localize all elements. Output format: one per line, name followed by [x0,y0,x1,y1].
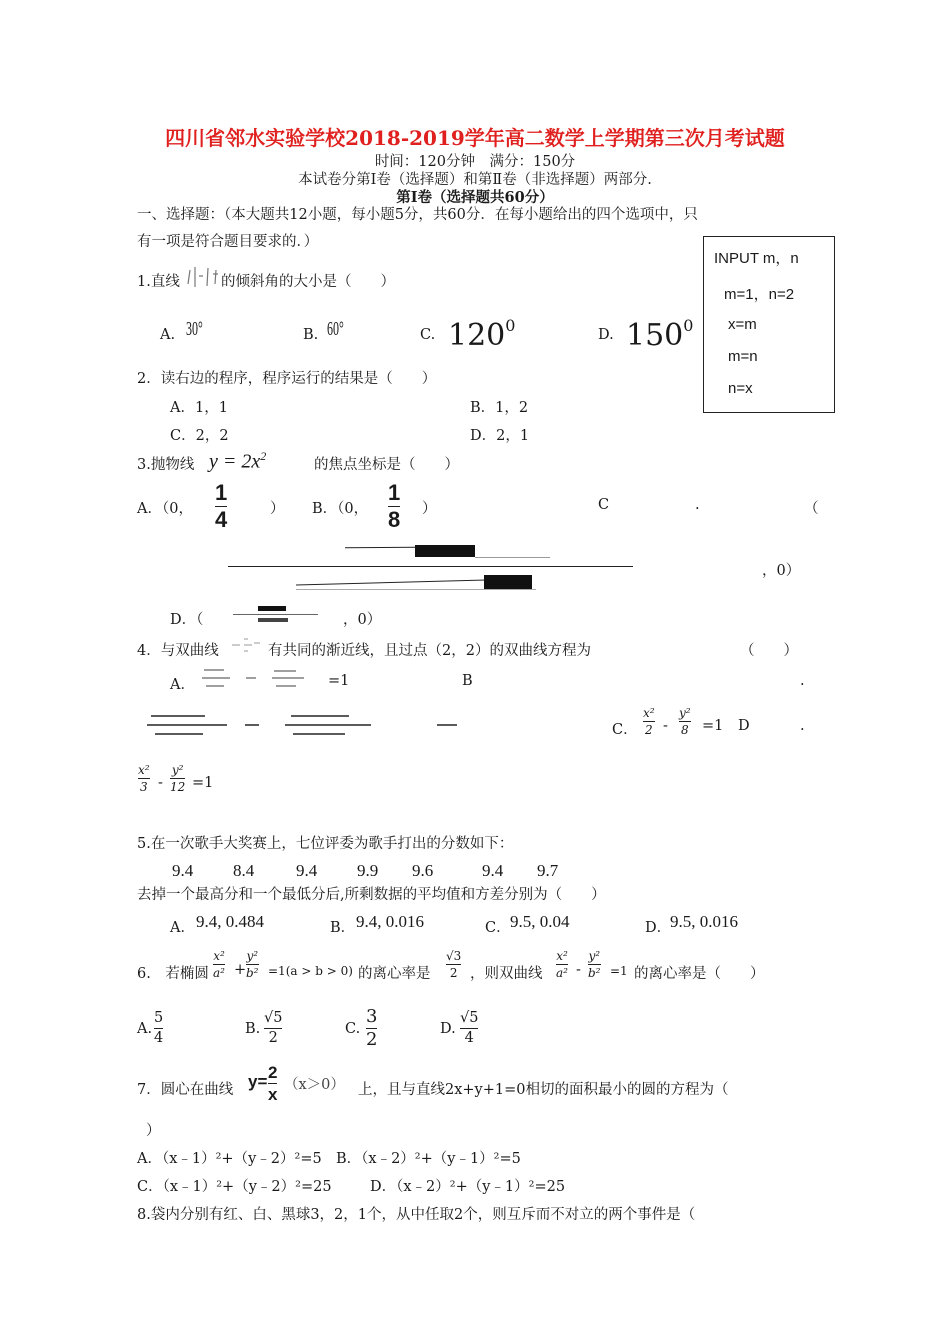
q7-option-b: B．（x﹣2）²+（y﹣1）²=5 [336,1151,521,1167]
q4-hyperbola-image [230,635,264,657]
q3-c-graphic-line-2 [475,557,550,558]
q4-option-c-n2: y² [679,706,691,720]
q4-stem-a: 4．与双曲线 [137,643,219,659]
q5-score-1: 9.4 [172,861,194,880]
q5-stem: 5.在一次歌手大奖赛上，七位评委为歌手打出的分数如下： [137,836,514,852]
q7-curve-den: x [268,1085,278,1104]
q5-option-b-label: B． [330,920,356,936]
q4-option-a-eq: =1 [328,673,350,689]
q5-option-a-label: A． [170,920,195,936]
program-line-4: m=n [728,348,758,365]
q7-curve-frac [268,1064,277,1103]
q6-ecc-frac [446,950,461,979]
q3-c-graphic-blot-1 [415,545,475,557]
q4-option-a-image [198,666,338,692]
exam-title: 四川省邻水实验学校2018-2019学年高二数学上学期第三次月考试题 [165,126,785,150]
q3-option-b-label: B．（0， [312,501,369,517]
q6-option-a-frac [154,1011,163,1045]
q4-option-c-bar-2 [679,721,691,722]
q6-option-d-frac [460,1011,478,1045]
q1-option-c-value [448,316,515,353]
q4-option-b-label: B [462,673,473,689]
q4-option-d-frac-2 [170,764,185,793]
q1-option-a-value: 30° [186,318,203,340]
q4-stem-b: 有共同的渐近线，且过点（2，2）的双曲线方程为 [268,643,591,659]
q6-ellipse-condition: =1(a > b > 0) [268,964,353,978]
q3-option-a-denominator: 4 [215,507,228,532]
q6-ecc-bar [446,964,461,965]
q6-ellipse-bar-1 [213,964,225,965]
q3-option-c-dot: . [695,497,700,513]
q6-option-c-label: C. [345,1021,361,1037]
q7-stem-c: ） [146,1123,161,1139]
q6-ellipse-d1: a² [213,966,225,980]
q3-option-d-label: D．（ [170,612,204,628]
q1-option-b-label: B. [303,327,319,343]
q8-stem: 8.袋内分别有红、白、黑球3，2，1个，从中任取2个，则互斥而不对立的两个事件是（ [137,1207,696,1223]
q3-d-graphic-blot-1 [258,606,286,611]
q6-stem-c: ，则双曲线 [470,966,543,982]
q3-option-c-paren: （ [804,501,819,517]
q4-option-d-label: D [738,718,750,734]
q1-option-a-label: A. [160,327,176,343]
q6-option-b-bar [264,1028,282,1029]
q3-c-graphic-line-4 [296,589,536,590]
q3-equation [209,449,266,474]
program-box [703,236,835,413]
q6-ellipse-n2: y² [246,949,259,963]
q1-stem-a: 1.直线 [137,274,180,290]
q3-option-b-numerator: 1 [388,480,401,505]
q6-option-d-den: 4 [464,1029,474,1046]
q6-hyper-n1: x² [556,949,568,963]
section1-line1: 一、选择题：（本大题共12小题，每小题5分，共60分．在每小题给出的四个选项中，只 [137,207,698,223]
q4-option-c-d1: 2 [644,723,653,737]
q4-option-c-eq: =1 [702,718,724,734]
q4-option-c-frac-1 [643,707,655,736]
q4-option-d-bar-2 [170,778,185,779]
program-line-3: x=m [728,316,757,333]
part1-heading: 第Ⅰ卷（选择题共60分） [396,189,554,206]
q4-option-a-label: A． [170,677,195,693]
q6-ellipse-d2: b² [246,966,259,980]
q6-ellipse-bar-2 [246,964,259,965]
q1-option-b-value: 60° [327,318,344,340]
q1-option-c-number: 120 [448,318,506,353]
q6-hyper-d2: b² [588,966,601,980]
q1-option-d-number: 150 [626,318,684,353]
q1-option-d-value [626,316,693,353]
program-line-2: m=1，n=2 [724,286,795,303]
q4-option-b-image [145,710,465,742]
q6-hyper-minus: - [576,962,581,978]
q1-equation-graphic [185,262,221,292]
q3-option-d-tail: ，0） [343,612,382,628]
q5-score-2: 8.4 [233,861,255,880]
q6-option-a-bar [154,1028,163,1029]
q1-option-d-label: D. [598,327,614,343]
q3-option-c-tail: ，0） [762,563,801,579]
q4-option-c-d2: 8 [680,723,689,737]
q3-c-graphic-line-3 [296,580,486,586]
q5-score-3: 9.4 [296,861,318,880]
q5-option-b-value: 9.4, 0.016 [356,912,424,931]
q6-option-d-label: D. [440,1021,456,1037]
q3-option-a-close: ） [270,501,285,517]
q1-option-d-degree: 0 [683,316,694,335]
q6-stem-b: 的离心率是 [358,966,431,982]
q6-option-d-num: √5 [460,1010,479,1026]
q1-option-c-degree: 0 [505,316,516,335]
q6-hyper-n2: y² [588,949,601,963]
q4-option-d-n1: x² [138,763,150,777]
q3-equation-body: y = 2x [209,450,261,473]
q6-ellipse-frac-2 [246,950,259,979]
q4-option-d-frac-1 [138,764,150,793]
q4-option-c-n1: x² [643,706,655,720]
q5-option-d-label: D． [645,920,672,936]
q2-stem: 2．读右边的程序，程序运行的结果是（ ） [137,371,437,387]
q4-option-c-frac-2 [679,707,691,736]
q5-option-a-value: 9.4, 0.484 [196,912,264,931]
q3-d-graphic-line [233,614,318,615]
q6-ellipse-frac-1 [213,950,225,979]
q3-option-b-close: ） [422,501,437,517]
q5-score-5: 9.6 [412,861,434,880]
q6-hyper-frac-1 [556,950,568,979]
q6-stem-a: 6. 若椭圆 [137,966,209,982]
q5-score-6: 9.4 [482,861,504,880]
q2-option-d: D．2，1 [470,428,530,444]
q6-option-b-label: B. [245,1021,261,1037]
q6-ellipse-n1: x² [213,949,225,963]
q1-option-c-label: C. [420,327,436,343]
q2-option-b: B．1，2 [470,400,529,416]
q5-option-d-value: 9.5, 0.016 [670,912,738,931]
q6-hyper-frac-2 [588,950,601,979]
q3-d-graphic-blot-2 [258,618,288,622]
q6-hyper-bar-2 [588,964,601,965]
q4-option-c-label: C． [612,722,638,738]
q5-score-7: 9.7 [537,861,559,880]
q4-option-a-graphic [198,666,338,692]
q6-stem-d: 的离心率是（ ） [634,966,765,982]
q3-option-a-numerator: 1 [215,480,228,505]
q5-stem-2: 去掉一个最高分和一个最低分后,所剩数据的平均值和方差分别为（ ） [137,887,606,903]
q3-stem-a: 3.抛物线 [137,457,195,473]
q6-option-a-label: A. [137,1021,153,1037]
q3-option-a-fraction [215,482,227,531]
q3-option-b-fraction [388,482,400,531]
q6-option-d-bar [460,1028,478,1029]
q6-hyper-d1: a² [556,966,568,980]
q1-stem-b: 的倾斜角的大小是（ ） [221,274,395,290]
q7-curve-bar [268,1083,277,1084]
q7-stem-b: 上，且与直线2x+y+1=0相切的面积最小的圆的方程为（ [358,1082,729,1098]
q4-option-b-graphic [145,710,465,742]
q3-equation-exponent: 2 [260,449,267,463]
q7-curve-condition: （x＞0） [284,1077,345,1093]
q3-c-fraction-bar [228,566,633,567]
q7-option-a: A．（x﹣1）²+（y﹣2）²=5 [137,1151,322,1167]
section1-line2: 有一项是符合题目要求的．） [137,234,319,250]
q4-paren: （ ） [740,643,798,659]
q3-c-graphic-blot-2 [484,575,532,589]
q4-option-c-bar-1 [643,721,655,722]
q4-option-d-dot: . [800,718,805,734]
q5-option-c-value: 9.5, 0.04 [510,912,570,931]
q6-option-c-den: 2 [366,1029,378,1050]
q4-option-b-dot: . [800,673,805,689]
q6-hyper-eq: =1 [610,964,628,978]
q4-option-d-d1: 3 [139,780,148,794]
q6-option-c-num: 3 [366,1006,378,1027]
q2-option-c: C．2，2 [170,428,229,444]
intro-line: 本试卷分第Ⅰ卷（选择题）和第Ⅱ卷（非选择题）两部分. [298,172,652,188]
q6-option-a-num: 5 [154,1010,164,1026]
q6-ecc-den: 2 [449,966,458,980]
q4-option-d-n2: y² [171,763,184,777]
q6-option-b-num: √5 [264,1010,283,1026]
q6-option-b-den: 2 [268,1029,278,1046]
q7-option-c: C．（x﹣1）²+（y﹣2）²=25 [137,1179,332,1195]
q2-option-a: A．1，1 [170,400,228,416]
q6-option-b-frac [264,1011,282,1045]
q4-option-c-minus: - [663,718,668,734]
time-score: 时间：120分钟 满分：150分 [374,154,576,170]
q7-stem-a: 7．圆心在曲线 [137,1082,234,1098]
q7-curve-num: 2 [268,1063,278,1082]
q7-option-d: D．（x﹣2）²+（y﹣1）²=25 [370,1179,566,1195]
program-line-1: INPUT m，n [714,250,799,267]
q5-option-c-label: C． [485,920,511,936]
program-line-5: n=x [728,380,753,397]
q6-option-a-den: 4 [154,1029,164,1046]
q4-hyperbola-graphic [230,635,264,657]
q6-option-c-frac [366,1008,377,1049]
q4-option-d-bar-1 [138,778,150,779]
q4-option-d-d2: 12 [170,780,186,794]
q5-score-4: 9.9 [357,861,379,880]
q7-curve-y: y= [248,1072,268,1091]
q6-ecc-num: √3 [446,949,462,963]
q3-c-graphic-line-1 [345,547,415,549]
q3-option-b-denominator: 8 [388,507,401,532]
q3-stem-b: 的焦点坐标是（ ） [314,457,459,473]
q6-ellipse-plus: + [234,962,247,978]
q1-equation-image [185,262,221,292]
q3-option-a-label: A．（0， [137,501,193,517]
q4-option-d-minus: - [158,775,163,791]
q4-option-d-eq: =1 [192,775,214,791]
q6-hyper-bar-1 [556,964,568,965]
q3-option-c-label: C [598,497,610,513]
